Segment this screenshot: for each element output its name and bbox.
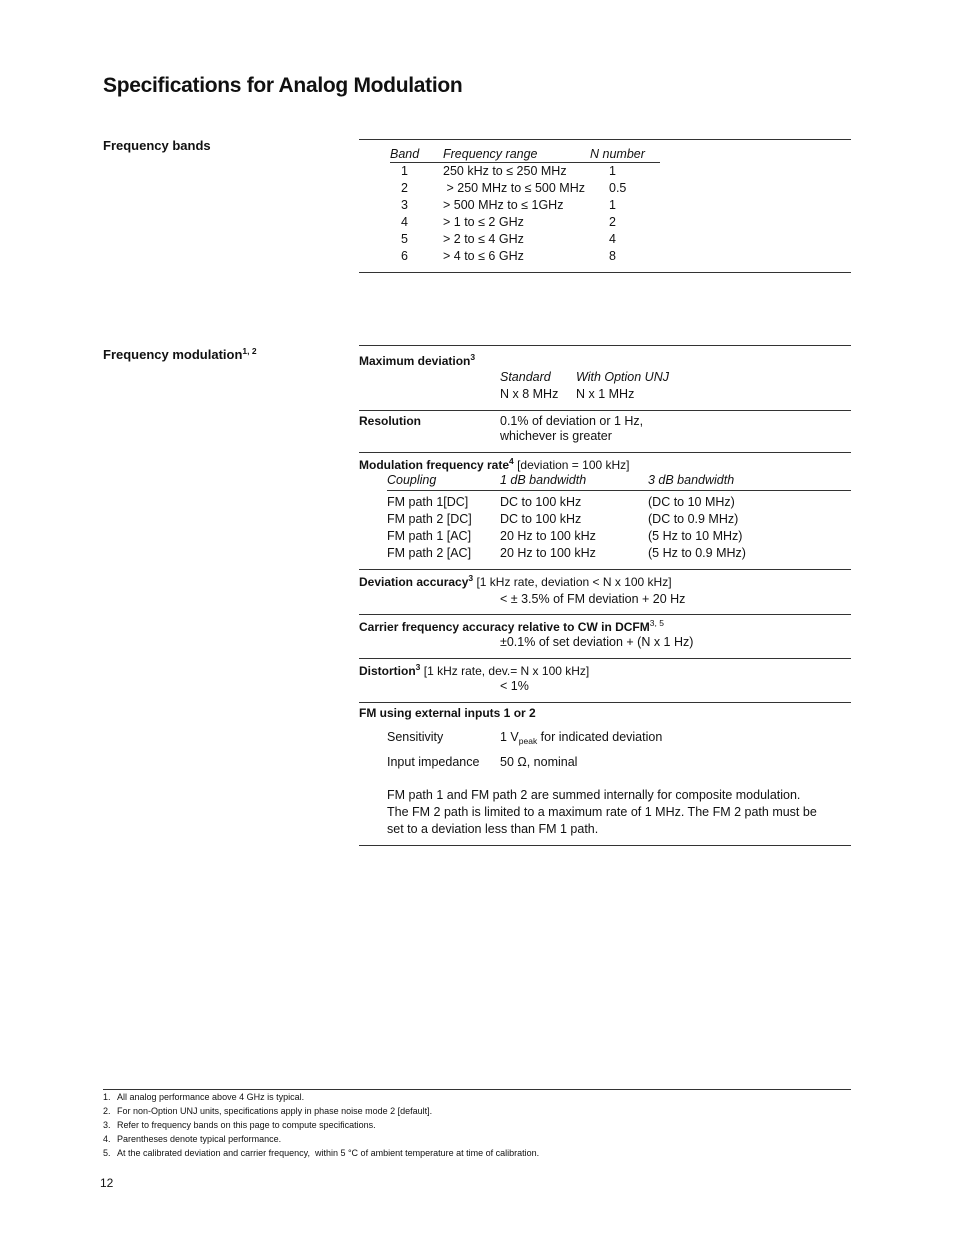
range-header: Frequency range bbox=[443, 147, 538, 161]
bw1-cell: DC to 100 kHz bbox=[500, 512, 582, 526]
divider bbox=[359, 845, 851, 846]
resolution-value-line2: whichever is greater bbox=[500, 429, 612, 443]
n-cell: 4 bbox=[609, 232, 616, 246]
composite-note-line1: FM path 1 and FM path 2 are summed internally for composite modulation. bbox=[387, 788, 801, 802]
external-inputs-label: FM using external inputs 1 or 2 bbox=[359, 706, 536, 720]
footnote-text: For non-Option UNJ units, specifications apply in phase noise mode 2 [default]. bbox=[117, 1106, 433, 1116]
resolution-value-line1: 0.1% of deviation or 1 Hz, bbox=[500, 414, 644, 428]
deviation-accuracy-value: < ± 3.5% of FM deviation + 20 Hz bbox=[500, 592, 686, 606]
n-cell: 1 bbox=[609, 164, 616, 178]
band-cell: 6 bbox=[401, 249, 408, 263]
fm-heading-footnote-ref: 1, 2 bbox=[242, 346, 257, 356]
max-deviation-label bbox=[359, 352, 475, 368]
carrier-accuracy-text: Carrier frequency accuracy relative to CW in DCFM bbox=[359, 620, 650, 634]
n-cell: 0.5 bbox=[609, 181, 627, 195]
range-cell: > 500 MHz to ≤ 1GHz bbox=[443, 198, 564, 212]
coupling-cell: FM path 2 [DC] bbox=[387, 512, 472, 526]
footnote-number: 4. bbox=[103, 1134, 111, 1144]
frequency-modulation-heading bbox=[103, 346, 257, 362]
header-underline bbox=[390, 162, 660, 163]
footnote-ref: 3 bbox=[470, 352, 476, 362]
sensitivity-suffix: for indicated deviation bbox=[537, 730, 663, 744]
footnote-number: 2. bbox=[103, 1106, 111, 1116]
resolution-label: Resolution bbox=[359, 414, 421, 428]
footnote-text: At the calibrated deviation and carrier frequency, within 5 °C of ambient temperature at time of calibration. bbox=[117, 1148, 540, 1158]
footnote-number: 3. bbox=[103, 1120, 111, 1130]
option-unj-value: N x 1 MHz bbox=[576, 387, 635, 401]
footnote bbox=[103, 1134, 281, 1144]
range-cell: > 250 MHz to ≤ 500 MHz bbox=[443, 181, 585, 195]
range-cell: > 2 to ≤ 4 GHz bbox=[443, 232, 524, 246]
standard-value: N x 8 MHz bbox=[500, 387, 559, 401]
divider bbox=[359, 410, 851, 411]
distortion-note: [1 kHz rate, dev.= N x 100 kHz] bbox=[420, 664, 590, 678]
footnote-divider bbox=[103, 1089, 851, 1090]
mod-rate-label bbox=[359, 456, 630, 472]
bw3-cell: (DC to 10 MHz) bbox=[648, 495, 735, 509]
band-header: Band bbox=[390, 147, 420, 161]
footnote-ref: 3 bbox=[415, 662, 421, 672]
bw3-cell: (5 Hz to 0.9 MHz) bbox=[648, 546, 746, 560]
bw3-cell: (DC to 0.9 MHz) bbox=[648, 512, 739, 526]
distortion-value: < 1% bbox=[500, 679, 529, 693]
footnote-text: All analog performance above 4 GHz is typical. bbox=[117, 1092, 305, 1102]
sensitivity-prefix: 1 V bbox=[500, 730, 519, 744]
footnote-text: Parentheses denote typical performance. bbox=[117, 1134, 282, 1144]
bw1-header: 1 dB bandwidth bbox=[500, 473, 587, 487]
footnote bbox=[103, 1106, 432, 1116]
carrier-accuracy-value: ±0.1% of set deviation + (N x 1 Hz) bbox=[500, 635, 694, 649]
composite-note-line3: set to a deviation less than FM 1 path. bbox=[387, 822, 599, 836]
fm-heading-text: Frequency modulation bbox=[103, 347, 243, 362]
bw1-cell: DC to 100 kHz bbox=[500, 495, 582, 509]
divider bbox=[359, 702, 851, 703]
footnote-ref: 4 bbox=[509, 456, 514, 466]
carrier-accuracy-label bbox=[359, 618, 664, 634]
band-cell: 4 bbox=[401, 215, 408, 229]
divider bbox=[359, 614, 851, 615]
range-cell: > 4 to ≤ 6 GHz bbox=[443, 249, 524, 263]
bw1-cell: 20 Hz to 100 kHz bbox=[500, 546, 596, 560]
composite-note-line2: The FM 2 path is limited to a maximum rate of 1 MHz. The FM 2 path must be bbox=[387, 805, 817, 819]
frequency-bands-heading: Frequency bands bbox=[103, 138, 211, 153]
mod-rate-note: [deviation = 100 kHz] bbox=[513, 458, 630, 472]
n-cell: 2 bbox=[609, 215, 616, 229]
bw1-cell: 20 Hz to 100 kHz bbox=[500, 529, 596, 543]
footnote bbox=[103, 1120, 376, 1130]
deviation-accuracy-note: [1 kHz rate, deviation < N x 100 kHz] bbox=[473, 575, 672, 589]
divider bbox=[359, 139, 851, 140]
input-impedance-label: Input impedance bbox=[387, 755, 480, 769]
option-unj-header: With Option UNJ bbox=[576, 370, 669, 384]
sensitivity-label: Sensitivity bbox=[387, 730, 444, 744]
divider bbox=[359, 569, 851, 570]
sensitivity-subscript: peak bbox=[518, 736, 538, 746]
coupling-cell: FM path 1[DC] bbox=[387, 495, 469, 509]
max-deviation-text: Maximum deviation bbox=[359, 354, 471, 368]
divider bbox=[359, 272, 851, 273]
range-cell: > 1 to ≤ 2 GHz bbox=[443, 215, 524, 229]
n-number-header: N number bbox=[590, 147, 645, 161]
deviation-accuracy-text: Deviation accuracy bbox=[359, 575, 469, 589]
divider bbox=[359, 452, 851, 453]
mod-rate-text: Modulation frequency rate bbox=[359, 458, 510, 472]
distortion-label bbox=[359, 662, 589, 678]
footnote-number: 5. bbox=[103, 1148, 111, 1158]
page-title: Specifications for Analog Modulation bbox=[103, 74, 463, 97]
page-number: 12 bbox=[100, 1176, 114, 1190]
n-cell: 1 bbox=[609, 198, 616, 212]
n-cell: 8 bbox=[609, 249, 616, 263]
footnote-ref: 3, 5 bbox=[649, 618, 664, 628]
divider bbox=[359, 658, 851, 659]
band-cell: 3 bbox=[401, 198, 408, 212]
coupling-cell: FM path 1 [AC] bbox=[387, 529, 472, 543]
bw3-header: 3 dB bandwidth bbox=[648, 473, 735, 487]
range-cell: 250 kHz to ≤ 250 MHz bbox=[443, 164, 567, 178]
footnote-number: 1. bbox=[103, 1092, 111, 1102]
bw3-cell: (5 Hz to 10 MHz) bbox=[648, 529, 743, 543]
band-cell: 1 bbox=[401, 164, 408, 178]
footnote-text: Refer to frequency bands on this page to compute specifications. bbox=[117, 1120, 376, 1130]
footnote bbox=[103, 1092, 304, 1102]
footnote-ref: 3 bbox=[468, 573, 474, 583]
footnote bbox=[103, 1148, 539, 1158]
coupling-header: Coupling bbox=[387, 473, 437, 487]
standard-header: Standard bbox=[500, 370, 551, 384]
distortion-text: Distortion bbox=[359, 664, 416, 678]
band-cell: 2 bbox=[401, 181, 408, 195]
header-underline bbox=[387, 490, 851, 491]
input-impedance-value: 50 Ω, nominal bbox=[500, 755, 578, 769]
divider bbox=[359, 345, 851, 346]
band-cell: 5 bbox=[401, 232, 408, 246]
sensitivity-value bbox=[500, 730, 662, 746]
coupling-cell: FM path 2 [AC] bbox=[387, 546, 472, 560]
deviation-accuracy-label bbox=[359, 573, 672, 589]
